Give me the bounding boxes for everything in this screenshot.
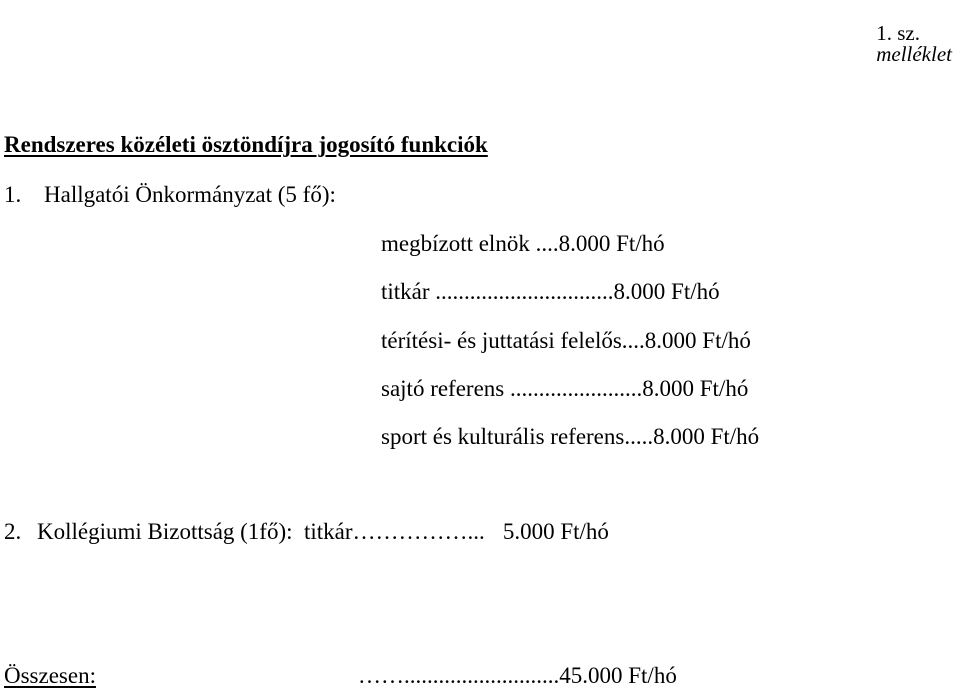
document-heading: Rendszeres közéleti ösztöndíjra jogosító funkciók xyxy=(4,132,488,157)
total-label: Összesen: xyxy=(4,663,96,688)
annex-label xyxy=(866,2,952,65)
role-row-benefits-officer: térítési- és juttatási felelős....8.000 Ft/hó xyxy=(381,328,751,353)
total-value: ……...........................45.000 Ft/hó xyxy=(358,663,677,688)
role-row-secretary: titkár ...............................8.000 Ft/hó xyxy=(381,279,720,304)
section-1-title xyxy=(4,183,336,206)
section-1-title-text: Hallgatói Önkormányzat (5 fő): xyxy=(44,182,336,207)
role-row-acting-president: megbízott elnök ....8.000 Ft/hó xyxy=(381,231,665,256)
section-1-number: 1. xyxy=(4,182,22,207)
section-2-amount: 5.000 Ft/hó xyxy=(502,519,609,544)
section-2-number: 2. xyxy=(4,519,22,544)
annex-number: 1. sz. xyxy=(876,21,920,45)
annex-word: melléklet xyxy=(876,42,952,66)
role-row-sport-culture-officer: sport és kulturális referens.....8.000 Ft/hó xyxy=(381,424,760,449)
role-row-press-officer: sajtó referens .......................8.000 Ft/hó xyxy=(381,376,749,401)
section-2-line xyxy=(4,520,609,543)
section-2-title: Kollégiumi Bizottság (1fő): titkár……………... xyxy=(37,519,485,544)
